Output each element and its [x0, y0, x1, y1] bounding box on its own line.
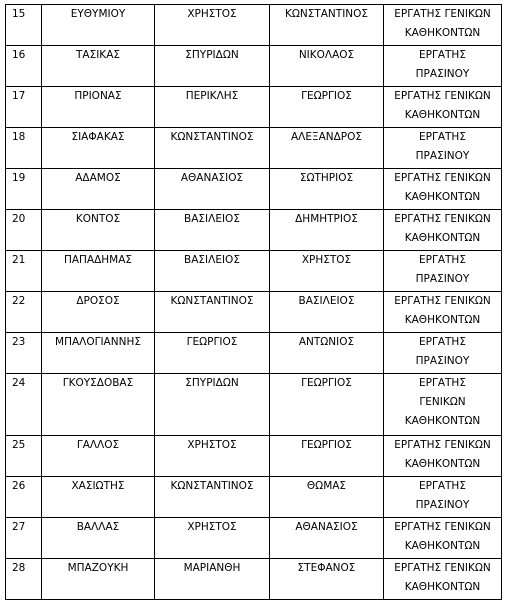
- row-number-cell: 28: [6, 559, 42, 600]
- table-row: [6, 210, 502, 251]
- table-row: [6, 5, 502, 46]
- father-name-cell: ΣΩΤΗΡΙΟΣ: [270, 169, 384, 210]
- surname-cell: ΓΚΟΥΣΔΟΒΑΣ: [42, 374, 155, 436]
- row-number-cell: 23: [6, 333, 42, 374]
- surname-cell: ΣΙΑΦΑΚΑΣ: [42, 128, 155, 169]
- surname-cell: ΚΟΝΤΟΣ: [42, 210, 155, 251]
- surname-cell: ΒΑΛΛΑΣ: [42, 518, 155, 559]
- surname-cell: ΤΑΣΙΚΑΣ: [42, 46, 155, 87]
- row-number-cell: 26: [6, 477, 42, 518]
- first-name-cell: ΒΑΣΙΛΕΙΟΣ: [155, 251, 270, 292]
- surname-cell: ΑΔΑΜΟΣ: [42, 169, 155, 210]
- table-row: [6, 87, 502, 128]
- first-name-cell: ΣΠΥΡΙΔΩΝ: [155, 374, 270, 436]
- father-name-cell: ΓΕΩΡΓΙΟΣ: [270, 436, 384, 477]
- first-name-cell: ΒΑΣΙΛΕΙΟΣ: [155, 210, 270, 251]
- first-name-cell: ΚΩΝΣΤΑΝΤΙΝΟΣ: [155, 292, 270, 333]
- surname-cell: ΧΑΣΙΩΤΗΣ: [42, 477, 155, 518]
- surname-cell: ΓΑΛΛΟΣ: [42, 436, 155, 477]
- table-row: [6, 477, 502, 518]
- surname-cell: ΜΠΑΖΟΥΚΗ: [42, 559, 155, 600]
- first-name-cell: ΧΡΗΣΤΟΣ: [155, 518, 270, 559]
- table-row: [6, 518, 502, 559]
- job-title-cell: ΕΡΓΑΤΗΣ ΠΡΑΣΙΝΟΥ: [384, 46, 502, 87]
- staff-table: [5, 4, 502, 600]
- father-name-cell: ΣΤΕΦΑΝΟΣ: [270, 559, 384, 600]
- job-title-cell: ΕΡΓΑΤΗΣ ΠΡΑΣΙΝΟΥ: [384, 128, 502, 169]
- first-name-cell: ΚΩΝΣΤΑΝΤΙΝΟΣ: [155, 128, 270, 169]
- father-name-cell: ΝΙΚΟΛΑΟΣ: [270, 46, 384, 87]
- job-title-cell: ΕΡΓΑΤΗΣ ΓΕΝΙΚΩΝ ΚΑΘΗΚΟΝΤΩΝ: [384, 436, 502, 477]
- first-name-cell: ΜΑΡΙΑΝΘΗ: [155, 559, 270, 600]
- father-name-cell: ΑΘΑΝΑΣΙΟΣ: [270, 518, 384, 559]
- job-title-cell: ΕΡΓΑΤΗΣ ΠΡΑΣΙΝΟΥ: [384, 333, 502, 374]
- table-row: [6, 333, 502, 374]
- father-name-cell: ΔΗΜΗΤΡΙΟΣ: [270, 210, 384, 251]
- table-row: [6, 169, 502, 210]
- row-number-cell: 25: [6, 436, 42, 477]
- father-name-cell: ΚΩΝΣΤΑΝΤΙΝΟΣ: [270, 5, 384, 46]
- father-name-cell: ΓΕΩΡΓΙΟΣ: [270, 87, 384, 128]
- table-row: [6, 251, 502, 292]
- row-number-cell: 22: [6, 292, 42, 333]
- job-title-cell: ΕΡΓΑΤΗΣ ΠΡΑΣΙΝΟΥ: [384, 477, 502, 518]
- row-number-cell: 21: [6, 251, 42, 292]
- surname-cell: ΠΑΠΑΔΗΜΑΣ: [42, 251, 155, 292]
- job-title-cell: ΕΡΓΑΤΗΣ ΓΕΝΙΚΩΝ ΚΑΘΗΚΟΝΤΩΝ: [384, 559, 502, 600]
- job-title-cell: ΕΡΓΑΤΗΣ ΓΕΝΙΚΩΝ ΚΑΘΗΚΟΝΤΩΝ: [384, 374, 502, 436]
- surname-cell: ΜΠΑΛΟΓΙΑΝΝΗΣ: [42, 333, 155, 374]
- row-number-cell: 15: [6, 5, 42, 46]
- surname-cell: ΕΥΘΥΜΙΟΥ: [42, 5, 155, 46]
- father-name-cell: ΑΛΕΞΑΝΔΡΟΣ: [270, 128, 384, 169]
- first-name-cell: ΧΡΗΣΤΟΣ: [155, 5, 270, 46]
- first-name-cell: ΧΡΗΣΤΟΣ: [155, 436, 270, 477]
- father-name-cell: ΒΑΣΙΛΕΙΟΣ: [270, 292, 384, 333]
- staff-table-body: [6, 5, 502, 600]
- table-row: [6, 46, 502, 87]
- father-name-cell: ΑΝΤΩΝΙΟΣ: [270, 333, 384, 374]
- table-row: [6, 374, 502, 436]
- first-name-cell: ΓΕΩΡΓΙΟΣ: [155, 333, 270, 374]
- row-number-cell: 17: [6, 87, 42, 128]
- row-number-cell: 18: [6, 128, 42, 169]
- job-title-cell: ΕΡΓΑΤΗΣ ΓΕΝΙΚΩΝ ΚΑΘΗΚΟΝΤΩΝ: [384, 518, 502, 559]
- surname-cell: ΠΡΙΟΝΑΣ: [42, 87, 155, 128]
- job-title-cell: ΕΡΓΑΤΗΣ ΓΕΝΙΚΩΝ ΚΑΘΗΚΟΝΤΩΝ: [384, 169, 502, 210]
- first-name-cell: ΠΕΡΙΚΛΗΣ: [155, 87, 270, 128]
- father-name-cell: ΘΩΜΑΣ: [270, 477, 384, 518]
- father-name-cell: ΧΡΗΣΤΟΣ: [270, 251, 384, 292]
- job-title-cell: ΕΡΓΑΤΗΣ ΓΕΝΙΚΩΝ ΚΑΘΗΚΟΝΤΩΝ: [384, 292, 502, 333]
- father-name-cell: ΓΕΩΡΓΙΟΣ: [270, 374, 384, 436]
- job-title-cell: ΕΡΓΑΤΗΣ ΓΕΝΙΚΩΝ ΚΑΘΗΚΟΝΤΩΝ: [384, 5, 502, 46]
- row-number-cell: 24: [6, 374, 42, 436]
- table-row: [6, 292, 502, 333]
- table-row: [6, 436, 502, 477]
- row-number-cell: 27: [6, 518, 42, 559]
- job-title-cell: ΕΡΓΑΤΗΣ ΓΕΝΙΚΩΝ ΚΑΘΗΚΟΝΤΩΝ: [384, 210, 502, 251]
- table-row: [6, 559, 502, 600]
- first-name-cell: ΑΘΑΝΑΣΙΟΣ: [155, 169, 270, 210]
- row-number-cell: 20: [6, 210, 42, 251]
- table-row: [6, 128, 502, 169]
- job-title-cell: ΕΡΓΑΤΗΣ ΠΡΑΣΙΝΟΥ: [384, 251, 502, 292]
- row-number-cell: 19: [6, 169, 42, 210]
- first-name-cell: ΣΠΥΡΙΔΩΝ: [155, 46, 270, 87]
- surname-cell: ΔΡΟΣΟΣ: [42, 292, 155, 333]
- row-number-cell: 16: [6, 46, 42, 87]
- first-name-cell: ΚΩΝΣΤΑΝΤΙΝΟΣ: [155, 477, 270, 518]
- job-title-cell: ΕΡΓΑΤΗΣ ΓΕΝΙΚΩΝ ΚΑΘΗΚΟΝΤΩΝ: [384, 87, 502, 128]
